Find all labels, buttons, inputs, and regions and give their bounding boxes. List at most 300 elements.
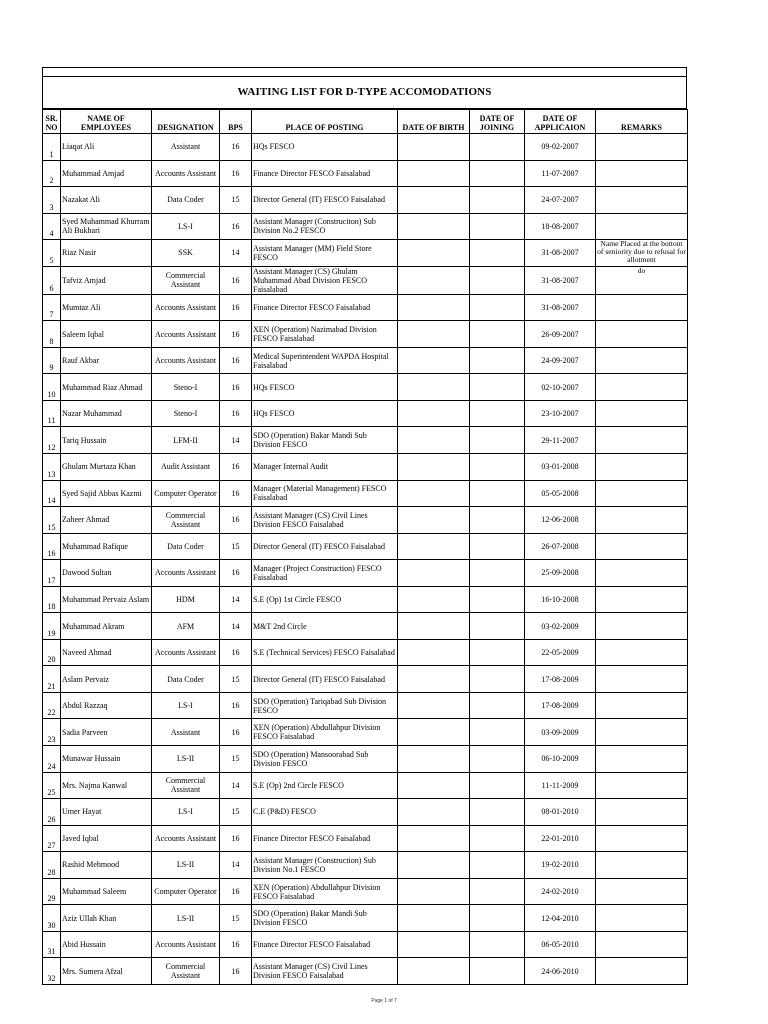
table-row: [43, 321, 688, 348]
cell-designation: LS-I: [152, 213, 220, 240]
cell-name: Nazar Muhammad: [61, 400, 152, 427]
cell-doj: [470, 613, 525, 640]
cell-name: Muhammad Rafique: [61, 533, 152, 560]
cell-doa: 12-06-2008: [525, 507, 596, 534]
cell-bps: 16: [220, 294, 252, 321]
cell-remarks: [596, 878, 688, 905]
cell-place: Manager (Material Management) FESCO Faisalabad: [252, 480, 398, 507]
cell-bps: 14: [220, 240, 252, 267]
cell-bps: 15: [220, 905, 252, 932]
cell-doa: 08-01-2010: [525, 799, 596, 826]
sheet-top-border: [42, 67, 687, 76]
cell-place: SDO (Operation) Bakar Mandi Sub Division FESCO: [252, 427, 398, 454]
cell-remarks: [596, 321, 688, 348]
cell-place: Director General (IT) FESCO Faisalabad: [252, 187, 398, 214]
cell-doa: 31-08-2007: [525, 266, 596, 294]
cell-place: M&T 2nd Circle: [252, 613, 398, 640]
cell-sr-no: 3: [43, 187, 61, 214]
cell-dob: [398, 240, 470, 267]
cell-doj: [470, 507, 525, 534]
cell-place: S.E (Op) 2nd Circle FESCO: [252, 772, 398, 799]
cell-doa: 22-01-2010: [525, 825, 596, 852]
cell-remarks: [596, 692, 688, 719]
cell-doa: 03-09-2009: [525, 719, 596, 746]
cell-place: Finance Director FESCO Faisalabad: [252, 931, 398, 958]
cell-doj: [470, 454, 525, 481]
cell-bps: 16: [220, 213, 252, 240]
cell-place: HQs FESCO: [252, 374, 398, 401]
cell-name: Nazakat Ali: [61, 187, 152, 214]
cell-bps: 16: [220, 347, 252, 374]
header-name: NAME OF EMPLOYEES: [61, 110, 152, 134]
cell-doj: [470, 160, 525, 187]
cell-doa: 18-08-2007: [525, 213, 596, 240]
cell-doj: [470, 480, 525, 507]
cell-name: Aziz Ullah Khan: [61, 905, 152, 932]
cell-dob: [398, 454, 470, 481]
cell-name: Muhammad Riaz Ahmad: [61, 374, 152, 401]
cell-doj: [470, 560, 525, 587]
cell-dob: [398, 533, 470, 560]
cell-remarks: [596, 799, 688, 826]
cell-place: Assistant Manager (CS) Ghulam Muhammad Abad Division FESCO Faisalabad: [252, 266, 398, 294]
header-place: PLACE OF POSTING: [252, 110, 398, 134]
cell-remarks: [596, 400, 688, 427]
cell-doj: [470, 187, 525, 214]
cell-doj: [470, 213, 525, 240]
cell-doa: 24-06-2010: [525, 958, 596, 985]
cell-doa: 26-07-2008: [525, 533, 596, 560]
table-row: [43, 240, 688, 267]
cell-doa: 11-07-2007: [525, 160, 596, 187]
table-row: [43, 454, 688, 481]
cell-sr-no: 23: [43, 719, 61, 746]
table-row: [43, 480, 688, 507]
cell-bps: 16: [220, 958, 252, 985]
cell-doa: 02-10-2007: [525, 374, 596, 401]
cell-name: Muhammad Akram: [61, 613, 152, 640]
cell-designation: LS-II: [152, 746, 220, 773]
cell-place: Assistant Manager (MM) Field Store FESCO: [252, 240, 398, 267]
waiting-list-table: [42, 109, 688, 985]
cell-dob: [398, 321, 470, 348]
cell-doj: [470, 400, 525, 427]
cell-dob: [398, 719, 470, 746]
cell-place: Assistant Manager (Construction) Sub Division No.1 FESCO: [252, 852, 398, 879]
cell-designation: Data Coder: [152, 666, 220, 693]
cell-sr-no: 9: [43, 347, 61, 374]
cell-doa: 11-11-2009: [525, 772, 596, 799]
cell-dob: [398, 746, 470, 773]
cell-remarks: [596, 586, 688, 613]
cell-place: S.E (Op) 1st Circle FESCO: [252, 586, 398, 613]
table-row: [43, 958, 688, 985]
table-row: [43, 719, 688, 746]
cell-doa: 17-08-2009: [525, 692, 596, 719]
cell-dob: [398, 480, 470, 507]
cell-sr-no: 13: [43, 454, 61, 481]
table-row: [43, 213, 688, 240]
table-row: [43, 746, 688, 773]
table-row: [43, 639, 688, 666]
cell-sr-no: 7: [43, 294, 61, 321]
table-row: [43, 560, 688, 587]
cell-bps: 16: [220, 692, 252, 719]
cell-sr-no: 5: [43, 240, 61, 267]
cell-dob: [398, 878, 470, 905]
header-bps: BPS: [220, 110, 252, 134]
cell-remarks: [596, 294, 688, 321]
table-row: [43, 586, 688, 613]
cell-remarks: [596, 613, 688, 640]
cell-designation: AFM: [152, 613, 220, 640]
cell-bps: 16: [220, 480, 252, 507]
cell-dob: [398, 134, 470, 161]
cell-name: Tafviz Amjad: [61, 266, 152, 294]
cell-doj: [470, 852, 525, 879]
cell-designation: Assistant: [152, 134, 220, 161]
cell-designation: HDM: [152, 586, 220, 613]
cell-doj: [470, 240, 525, 267]
cell-doa: 16-10-2008: [525, 586, 596, 613]
cell-bps: 16: [220, 639, 252, 666]
cell-place: SDO (Operation) Tariqabad Sub Division FESCO: [252, 692, 398, 719]
cell-bps: 16: [220, 321, 252, 348]
cell-sr-no: 27: [43, 825, 61, 852]
cell-name: Ghulam Murtaza Khan: [61, 454, 152, 481]
cell-designation: Audit Assistant: [152, 454, 220, 481]
cell-dob: [398, 799, 470, 826]
cell-sr-no: 19: [43, 613, 61, 640]
cell-sr-no: 31: [43, 931, 61, 958]
cell-doj: [470, 799, 525, 826]
cell-doj: [470, 825, 525, 852]
cell-sr-no: 20: [43, 639, 61, 666]
cell-bps: 15: [220, 533, 252, 560]
table-row: [43, 427, 688, 454]
cell-place: S.E (Technical Services) FESCO Faisalabad: [252, 639, 398, 666]
cell-dob: [398, 507, 470, 534]
cell-doa: 09-02-2007: [525, 134, 596, 161]
cell-name: Muhammad Saleem: [61, 878, 152, 905]
cell-dob: [398, 427, 470, 454]
cell-doa: 24-02-2010: [525, 878, 596, 905]
cell-remarks: [596, 427, 688, 454]
cell-dob: [398, 266, 470, 294]
cell-remarks: [596, 719, 688, 746]
header-sr-no: SR. NO: [43, 110, 61, 134]
cell-designation: Steno-I: [152, 400, 220, 427]
cell-doj: [470, 294, 525, 321]
cell-doj: [470, 772, 525, 799]
cell-name: Dawood Sultan: [61, 560, 152, 587]
cell-doa: 22-05-2009: [525, 639, 596, 666]
cell-dob: [398, 905, 470, 932]
cell-sr-no: 12: [43, 427, 61, 454]
cell-designation: Data Coder: [152, 187, 220, 214]
table-header: [43, 110, 688, 134]
cell-sr-no: 18: [43, 586, 61, 613]
cell-sr-no: 6: [43, 266, 61, 294]
cell-place: Assistant Manager (CS) Civil Lines Division FESCO Faisalabad: [252, 507, 398, 534]
cell-sr-no: 4: [43, 213, 61, 240]
cell-place: XEN (Operation) Nazimabad Division FESCO Faisalabad: [252, 321, 398, 348]
cell-doa: 06-10-2009: [525, 746, 596, 773]
cell-doa: 17-08-2009: [525, 666, 596, 693]
cell-sr-no: 26: [43, 799, 61, 826]
cell-name: Mumtaz Ali: [61, 294, 152, 321]
cell-place: Director General (IT) FESCO Faisalabad: [252, 533, 398, 560]
header-doa: DATE OF APPLICAION: [525, 110, 596, 134]
cell-bps: 16: [220, 266, 252, 294]
cell-bps: 14: [220, 613, 252, 640]
cell-name: Rauf Akbar: [61, 347, 152, 374]
cell-name: Tariq Hussain: [61, 427, 152, 454]
cell-doj: [470, 958, 525, 985]
cell-remarks: [596, 825, 688, 852]
cell-dob: [398, 639, 470, 666]
cell-dob: [398, 187, 470, 214]
cell-sr-no: 10: [43, 374, 61, 401]
cell-sr-no: 22: [43, 692, 61, 719]
cell-name: Naveed Ahmad: [61, 639, 152, 666]
table-row: [43, 533, 688, 560]
cell-doa: 31-08-2007: [525, 294, 596, 321]
cell-designation: Accounts Assistant: [152, 639, 220, 666]
cell-dob: [398, 586, 470, 613]
cell-doj: [470, 427, 525, 454]
table-row: [43, 666, 688, 693]
cell-designation: Accounts Assistant: [152, 160, 220, 187]
table-row: [43, 772, 688, 799]
table-row: [43, 507, 688, 534]
cell-remarks: [596, 454, 688, 481]
cell-bps: 15: [220, 666, 252, 693]
cell-bps: 16: [220, 931, 252, 958]
cell-doj: [470, 134, 525, 161]
cell-place: Director General (IT) FESCO Faisalabad: [252, 666, 398, 693]
cell-designation: LFM-II: [152, 427, 220, 454]
cell-doa: 24-07-2007: [525, 187, 596, 214]
cell-doa: 03-01-2008: [525, 454, 596, 481]
cell-dob: [398, 294, 470, 321]
table-row: [43, 347, 688, 374]
cell-designation: Commercial Assistant: [152, 958, 220, 985]
cell-doj: [470, 321, 525, 348]
cell-bps: 16: [220, 825, 252, 852]
cell-bps: 16: [220, 400, 252, 427]
cell-doa: 24-09-2007: [525, 347, 596, 374]
cell-bps: 14: [220, 772, 252, 799]
cell-dob: [398, 560, 470, 587]
cell-designation: Assistant: [152, 719, 220, 746]
cell-dob: [398, 931, 470, 958]
table-row: [43, 931, 688, 958]
cell-name: Riaz Nasir: [61, 240, 152, 267]
header-remarks: REMARKS: [596, 110, 688, 134]
cell-remarks: [596, 347, 688, 374]
cell-remarks: Name Placed at the bottom of seniority due to refusal for allotment: [596, 240, 688, 267]
cell-name: Saleem Iqbal: [61, 321, 152, 348]
table-row: [43, 134, 688, 161]
cell-doj: [470, 719, 525, 746]
header-dob: DATE OF BIRTH: [398, 110, 470, 134]
cell-remarks: [596, 560, 688, 587]
cell-doj: [470, 692, 525, 719]
cell-name: Munawar Hussain: [61, 746, 152, 773]
cell-bps: 14: [220, 427, 252, 454]
cell-name: Liaqat Ali: [61, 134, 152, 161]
cell-doa: 25-09-2008: [525, 560, 596, 587]
cell-bps: 16: [220, 160, 252, 187]
cell-remarks: [596, 772, 688, 799]
cell-name: Umer Hayat: [61, 799, 152, 826]
cell-remarks: [596, 213, 688, 240]
table-row: [43, 294, 688, 321]
cell-designation: Commercial Assistant: [152, 266, 220, 294]
table-row: [43, 374, 688, 401]
cell-designation: LS-I: [152, 692, 220, 719]
cell-doj: [470, 266, 525, 294]
cell-bps: 16: [220, 878, 252, 905]
table-row: [43, 266, 688, 294]
cell-remarks: [596, 187, 688, 214]
cell-doj: [470, 666, 525, 693]
header-doj: DATE OF JOINING: [470, 110, 525, 134]
cell-doa: 12-04-2010: [525, 905, 596, 932]
cell-sr-no: 30: [43, 905, 61, 932]
cell-sr-no: 8: [43, 321, 61, 348]
cell-name: Mrs. Sumera Afzal: [61, 958, 152, 985]
cell-bps: 16: [220, 374, 252, 401]
cell-remarks: [596, 374, 688, 401]
cell-place: C.E (P&D) FESCO: [252, 799, 398, 826]
cell-doa: 06-05-2010: [525, 931, 596, 958]
cell-bps: 16: [220, 719, 252, 746]
cell-remarks: do: [596, 266, 688, 294]
cell-remarks: [596, 905, 688, 932]
cell-remarks: [596, 746, 688, 773]
cell-doa: 05-05-2008: [525, 480, 596, 507]
cell-place: Finance Director FESCO Faisalabad: [252, 160, 398, 187]
cell-place: Manager (Project Construction) FESCO Faisalabad: [252, 560, 398, 587]
cell-designation: LS-II: [152, 852, 220, 879]
cell-remarks: [596, 134, 688, 161]
cell-designation: Accounts Assistant: [152, 347, 220, 374]
cell-dob: [398, 772, 470, 799]
cell-designation: Computer Operator: [152, 878, 220, 905]
table-row: [43, 613, 688, 640]
cell-sr-no: 32: [43, 958, 61, 985]
cell-dob: [398, 613, 470, 640]
cell-sr-no: 25: [43, 772, 61, 799]
table-row: [43, 825, 688, 852]
waiting-list-sheet: [42, 67, 687, 985]
cell-dob: [398, 666, 470, 693]
cell-bps: 16: [220, 507, 252, 534]
cell-designation: Commercial Assistant: [152, 772, 220, 799]
table-row: [43, 878, 688, 905]
cell-doa: 03-02-2009: [525, 613, 596, 640]
cell-dob: [398, 213, 470, 240]
page-footer: Page 1 of 7: [371, 998, 397, 1004]
cell-name: Aslam Pervaiz: [61, 666, 152, 693]
cell-doj: [470, 374, 525, 401]
cell-designation: Commercial Assistant: [152, 507, 220, 534]
cell-doj: [470, 931, 525, 958]
cell-name: Syed Muhammad Khurram Ali Bukhari: [61, 213, 152, 240]
header-designation: DESIGNATION: [152, 110, 220, 134]
cell-dob: [398, 347, 470, 374]
cell-dob: [398, 958, 470, 985]
cell-sr-no: 21: [43, 666, 61, 693]
cell-name: Syed Sajid Abbas Kazmi: [61, 480, 152, 507]
cell-doa: 23-10-2007: [525, 400, 596, 427]
cell-doj: [470, 905, 525, 932]
cell-remarks: [596, 507, 688, 534]
cell-sr-no: 24: [43, 746, 61, 773]
cell-designation: Computer Operator: [152, 480, 220, 507]
cell-sr-no: 29: [43, 878, 61, 905]
cell-remarks: [596, 666, 688, 693]
cell-remarks: [596, 480, 688, 507]
cell-designation: Accounts Assistant: [152, 825, 220, 852]
cell-designation: Accounts Assistant: [152, 931, 220, 958]
cell-bps: 16: [220, 454, 252, 481]
cell-place: HQs FESCO: [252, 134, 398, 161]
cell-designation: Accounts Assistant: [152, 560, 220, 587]
cell-place: Finance Director FESCO Faisalabad: [252, 825, 398, 852]
cell-place: XEN (Operation) Abdullahpur Division FESCO Faisalabad: [252, 878, 398, 905]
cell-place: Finance Director FESCO Faisalabad: [252, 294, 398, 321]
table-row: [43, 187, 688, 214]
cell-remarks: [596, 931, 688, 958]
cell-name: Mrs. Najma Kanwal: [61, 772, 152, 799]
cell-designation: Data Coder: [152, 533, 220, 560]
cell-name: Muhammad Amjad: [61, 160, 152, 187]
cell-bps: 14: [220, 586, 252, 613]
header-row: [43, 110, 688, 134]
cell-remarks: [596, 533, 688, 560]
cell-place: HQs FESCO: [252, 400, 398, 427]
table-row: [43, 905, 688, 932]
cell-sr-no: 1: [43, 134, 61, 161]
cell-bps: 16: [220, 560, 252, 587]
cell-dob: [398, 852, 470, 879]
cell-doa: 26-09-2007: [525, 321, 596, 348]
cell-doj: [470, 533, 525, 560]
cell-doa: 31-08-2007: [525, 240, 596, 267]
cell-remarks: [596, 160, 688, 187]
cell-place: Assistant Manager (CS) Civil Lines Division FESCO Faisalabad: [252, 958, 398, 985]
cell-remarks: [596, 852, 688, 879]
cell-remarks: [596, 958, 688, 985]
cell-dob: [398, 374, 470, 401]
cell-sr-no: 14: [43, 480, 61, 507]
cell-place: Manager Internal Audit: [252, 454, 398, 481]
cell-bps: 15: [220, 746, 252, 773]
cell-sr-no: 15: [43, 507, 61, 534]
cell-sr-no: 28: [43, 852, 61, 879]
cell-remarks: [596, 639, 688, 666]
cell-name: Rashid Mehmood: [61, 852, 152, 879]
cell-name: Javed Iqbal: [61, 825, 152, 852]
cell-name: Abdul Razzaq: [61, 692, 152, 719]
cell-designation: SSK: [152, 240, 220, 267]
document-title: WAITING LIST FOR D-TYPE ACCOMODATIONS: [42, 76, 687, 109]
cell-doa: 19-02-2010: [525, 852, 596, 879]
cell-doj: [470, 639, 525, 666]
